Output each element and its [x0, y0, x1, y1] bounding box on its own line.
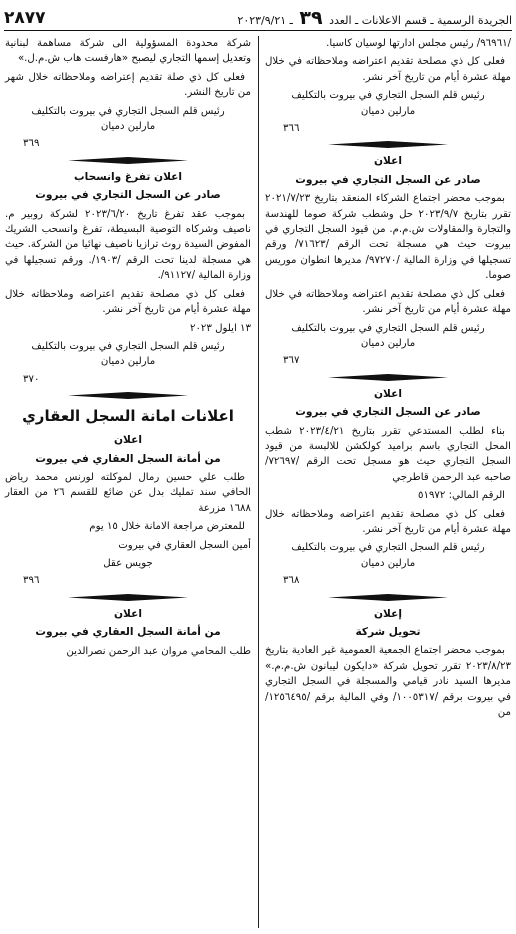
ad-subtitle: من أمانة السجل العقاري في بيروت [35, 452, 221, 465]
ornament-divider [68, 157, 188, 164]
ad-text: طلب المحامي مروان عبد الرحمن نصرالدين [66, 645, 251, 657]
signature-title: رئيس قلم السجل التجاري في بيروت بالتكليف [31, 105, 225, 117]
ad-number: ٣٦٨ [283, 575, 300, 587]
ad-text: فعلى كل ذي مصلحة تقديم اعتراضه وملاحظاته خلال مهلة عشرة أيام من تاريخ آخر نشر. [5, 288, 251, 316]
ad-number: ٣٦٩ [23, 138, 40, 150]
signature-name: مارلين دميان [100, 356, 156, 368]
gazette-title [237, 7, 512, 29]
ad-title: اعلان [114, 434, 142, 447]
ad-text: /٩٦٩٦١/ رئيس مجلس ادارتها لوسيان كاسيا. [326, 38, 511, 49]
ad-number: ٣٩٦ [23, 575, 40, 587]
ad-subtitle: صادر عن السجل التجاري في بيروت [295, 406, 481, 419]
signature-title: رئيس قلم السجل التجاري في بيروت بالتكليف [291, 322, 485, 334]
ad-text: فعلى كل ذي مصلحة تقديم اعتراضه وملاحظاته في خلال مهلة عشرة أيام من تاريخ آخر نشر. [265, 56, 511, 83]
page-header [4, 6, 512, 31]
ornament-divider [328, 374, 448, 381]
ad-date: ١٣ ايلول ٢٠٢٣ [189, 322, 251, 334]
signature-title: أمين السجل العقاري في بيروت [118, 539, 251, 551]
ad-title: إعلان [374, 607, 402, 620]
signature-name: مارلين دميان [360, 105, 416, 117]
ornament-divider [68, 392, 188, 399]
ad-title: اعلان [374, 155, 402, 168]
header-title: الجريدة الرسمية ـ قسم الاعلانات ـ العدد [329, 14, 512, 27]
ad-number: ٣٦٦ [283, 123, 300, 135]
ad-title: اعلان [374, 387, 402, 400]
ad-subtitle: صادر عن السجل التجاري في بيروت [35, 189, 221, 202]
issue-number: ٣٩ [299, 7, 323, 29]
ad-text: شركة محدودة المسؤولية الى شركة مساهمة لبنانية وتعديل إسمها التجاري ليصبح «هارفست هاب ش.م.ل.» [5, 38, 251, 65]
ad-text: بموجب محضر اجتماع الشركاء المنعقد بتاريخ ٢٠٢١/٧/٢٣ تقرر بتاريخ ٢٠٢٣/٩/٧ حل وشطب شركة صوما للهندسة والتجارة والمقاولات ش.م.م. من قيود السجل التجاري في بيروت حيث هي مسجلة تحت الرقم /٧١٦٢٣/ ورقم تسجيلها في وزارة المالية /٩٧٢٧٠/ مديرها انطوان موريس صوما. [265, 193, 512, 282]
ad-text: طلب علي حسين رمال لموكلته لورنس محمد رياض الحافي سند تمليك بدل عن ضائع للقسم ٢٦ من العقار ١٦٨٨ مزرعة [5, 471, 252, 514]
ad-subtitle: تحويل شركة [355, 626, 421, 638]
left-column [5, 36, 251, 662]
page-number: ٢٨٧٧ [4, 8, 46, 28]
signature-title: رئيس قلم السجل التجاري في بيروت بالتكليف [291, 90, 485, 102]
ad-title: اعلان [114, 607, 142, 620]
ad-text: بموجب عقد تفرغ تاريخ ٢٠٢٣/٦/٢٠ لشركة روبير م. ناصيف وشركاه التوصية البسيطة، تفرغ وانسحب الشريك المفوض السيدة روث ترازيا ناصيف نهائيا من الشركة. حيث هي مسجلة لدينا تحت الرقم /١٩٠٣/. ورقم تسجيلها في وزارة المالية /٩١١٢٧/. [5, 208, 252, 282]
column-divider [258, 36, 259, 928]
ad-text: الرقم المالي: ٥١٩٧٢ [418, 490, 505, 502]
ad-subtitle: من أمانة السجل العقاري في بيروت [35, 626, 221, 639]
section-title: اعلانات امانة السجل العقاري [22, 407, 234, 426]
ad-number: ٣٧٠ [23, 373, 40, 385]
ad-subtitle: صادر عن السجل التجاري في بيروت [295, 173, 481, 186]
ad-text: بناء لطلب المستدعي تقرر بتاريخ ٢٠٢٣/٤/٢١ شطب المحل التجاري باسم براميد كولكشن للالبسة من قيود السجل التجاري حيث هو مسجل تحت الرقم /٧٢٦٩٧/ صاحبه عبد الرحمن قاطرجي [265, 425, 511, 483]
ad-text: فعلى كل ذي صلة تقديم إعتراضه وملاحظاته خلال شهر من تاريخ النشر. [5, 71, 251, 99]
issue-date: ـ ٢٠٢٣/٩/٢١ [237, 14, 293, 27]
signature-name: جويس عقل [103, 557, 153, 569]
ornament-divider [68, 594, 188, 601]
ornament-divider [328, 594, 448, 601]
ad-text: بموجب محضر اجتماع الجمعية العمومية غير العادية بتاريخ ٢٠٢٣/٨/٢٣ تقرر تحويل شركة «دايكون ليبانون ش.م.م.» مديرها السيد نادر قيامي والمسجلة في السجل التجاري في بيروت برقم /١٠٠٥٣١٧/ وفي المالية برقم /١٢٥٦٤٩٥/ من [265, 645, 512, 719]
ad-text: فعلى كل ذي مصلحة تقديم اعتراضه وملاحظاته في خلال مهلة عشرة أيام من تاريخ آخر نشر. [265, 288, 511, 316]
ad-number: ٣٦٧ [283, 355, 300, 367]
signature-name: مارلين دميان [360, 557, 416, 569]
ornament-divider [328, 141, 448, 148]
signature-name: مارلين دميان [100, 121, 156, 133]
ad-text: للمعترض مراجعة الامانة خلال ١٥ يوم [89, 521, 245, 533]
ad-text: فعلى كل ذي مصلحة تقديم اعتراضه وملاحظاته خلال مهلة عشرة أيام من تاريخ آخر نشر. [265, 508, 511, 535]
ad-title: اعلان تفرغ وانسحاب [74, 170, 182, 183]
signature-title: رئيس قلم السجل التجاري في بيروت بالتكليف [31, 340, 225, 352]
signature-title: رئيس قلم السجل التجاري في بيروت بالتكليف [291, 542, 485, 554]
signature-name: مارلين دميان [360, 337, 416, 349]
right-column [265, 36, 511, 723]
